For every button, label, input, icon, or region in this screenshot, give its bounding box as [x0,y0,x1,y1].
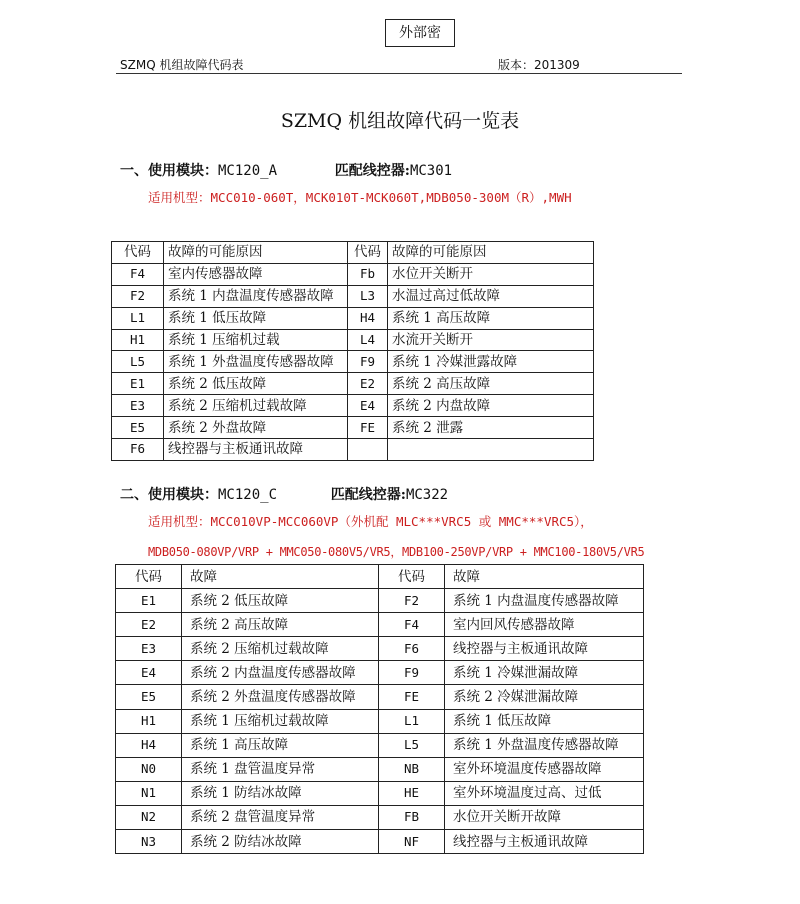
table-header-cell: 代码 [348,242,388,264]
fault-description-cell: 系统 2 高压故障 [182,613,379,637]
section2-applicable-line1 [148,512,593,530]
fault-description-cell: 系统 2 泄露 [388,417,594,439]
confidentiality-stamp: 外部密 [385,19,455,47]
fault-description-cell: 系统 1 外盘温度传感器故障 [164,351,348,373]
fault-table-1 [111,241,594,461]
fault-description-cell: 系统 1 盘管温度异常 [182,757,379,781]
fault-description-cell: 系统 1 压缩机过载故障 [182,709,379,733]
fault-code-cell: L1 [379,709,445,733]
section1-controller-label: 匹配线控器: [334,163,410,179]
fault-code-cell: H1 [116,709,182,733]
fault-description-cell: 水流开关断开 [388,329,594,351]
fault-code-cell: F9 [348,351,388,373]
table-row [112,417,594,439]
section2-applicable-label: 适用机型： [148,514,211,529]
fault-code-cell: L5 [379,733,445,757]
table-row [116,830,644,854]
fault-description-cell: 系统 1 低压故障 [445,709,644,733]
table-row [116,733,644,757]
fault-description-cell: 室内回风传感器故障 [445,613,644,637]
fault-description-cell: 系统 1 内盘温度传感器故障 [164,285,348,307]
fault-description-cell: 线控器与主板通讯故障 [445,637,644,661]
table-header-cell: 故障的可能原因 [388,242,594,264]
table-row [112,373,594,395]
fault-code-cell: E4 [116,661,182,685]
fault-code-cell: E3 [116,637,182,661]
fault-code-cell: E5 [116,685,182,709]
fault-description-cell: 水位开关断开 [388,263,594,285]
section2-controller: MC322 [405,487,449,503]
fault-description-cell: 水温过高过低故障 [388,285,594,307]
header-document-name: SZMQ 机组故障代码表 [120,58,244,72]
table-header-cell: 代码 [116,565,182,589]
table-header-cell: 故障 [182,565,379,589]
fault-table-2 [115,564,644,854]
fault-description-cell: 系统 1 低压故障 [164,307,348,329]
fault-description-cell: 系统 2 冷媒泄漏故障 [445,685,644,709]
table-header-row [112,242,594,264]
fault-description-cell: 系统 2 低压故障 [182,589,379,613]
fault-code-cell: F2 [379,589,445,613]
table-header-row [116,565,644,589]
fault-code-cell: E4 [348,395,388,417]
table-row [116,757,644,781]
section1-module: MC120_A [218,163,278,179]
section1-controller: MC301 [409,163,453,179]
fault-code-cell: E5 [112,417,164,439]
fault-description-cell: 系统 2 压缩机过载故障 [164,395,348,417]
fault-description-cell: 水位开关断开故障 [445,805,644,829]
fault-description-cell: 系统 2 外盘温度传感器故障 [182,685,379,709]
table-row [112,263,594,285]
table-header-cell: 代码 [112,242,164,264]
fault-description-cell: 系统 1 高压故障 [388,307,594,329]
fault-code-cell: E1 [112,373,164,395]
fault-code-cell: E2 [116,613,182,637]
fault-description-cell: 线控器与主板通讯故障 [445,830,644,854]
fault-code-cell: N2 [116,805,182,829]
section2-applicable-models-1: MCC010VP-MCC060VP（外机配 MLC***VRC5 或 MMC***VRC5）， [210,514,593,529]
fault-description-cell: 室内传感器故障 [164,263,348,285]
fault-description-cell: 系统 2 内盘故障 [388,395,594,417]
fault-description-cell: 系统 1 高压故障 [182,733,379,757]
fault-code-cell: E1 [116,589,182,613]
table-row [116,709,644,733]
fault-code-cell: NB [379,757,445,781]
section2-prefix: 二、使用模块： [120,487,218,503]
section1-prefix: 一、使用模块： [120,163,218,179]
fault-code-cell: N1 [116,781,182,805]
table-header-cell: 代码 [379,565,445,589]
fault-description-cell: 系统 2 防结冰故障 [182,830,379,854]
section1-applicable [148,188,572,206]
table-row [116,781,644,805]
fault-code-cell: H4 [348,307,388,329]
fault-code-cell: E2 [348,373,388,395]
table-header-cell: 故障的可能原因 [164,242,348,264]
section2-controller-label: 匹配线控器: [330,487,406,503]
section1-applicable-models: MCC010-060T，MCK010T-MCK060T,MDB050-300M（R）,MWH [210,190,572,205]
table-row [112,439,594,461]
table-row [112,285,594,307]
table-row [116,589,644,613]
table-row [116,805,644,829]
fault-description-cell: 系统 1 内盘温度传感器故障 [445,589,644,613]
table-row [116,613,644,637]
fault-code-cell: L5 [112,351,164,373]
fault-code-cell: FE [348,417,388,439]
section1-applicable-label: 适用机型： [148,190,211,205]
fault-code-cell: L4 [348,329,388,351]
fault-code-cell [348,439,388,461]
fault-code-cell: FE [379,685,445,709]
fault-code-cell: L1 [112,307,164,329]
header-divider [116,73,682,74]
fault-description-cell: 线控器与主板通讯故障 [164,439,348,461]
fault-description-cell: 系统 1 压缩机过载 [164,329,348,351]
fault-code-cell: E3 [112,395,164,417]
fault-code-cell: H4 [116,733,182,757]
fault-description-cell: 系统 2 内盘温度传感器故障 [182,661,379,685]
fault-code-cell: NF [379,830,445,854]
fault-code-cell: F4 [379,613,445,637]
fault-code-cell: F6 [379,637,445,661]
section2-module: MC120_C [218,487,278,503]
fault-description-cell: 系统 2 外盘故障 [164,417,348,439]
fault-description-cell: 室外环境温度过高、过低 [445,781,644,805]
fault-description-cell [388,439,594,461]
section1-heading [120,160,452,180]
fault-code-cell: N3 [116,830,182,854]
section2-applicable-line2: MDB050-080VP/VRP + MMC050-080V5/VR5，MDB100-250VP/VRP + MMC100-180V5/VR5 [148,545,645,559]
fault-description-cell: 系统 1 冷媒泄漏故障 [445,661,644,685]
fault-code-cell: Fb [348,263,388,285]
fault-code-cell: F4 [112,263,164,285]
table-header-cell: 故障 [445,565,644,589]
page-title: SZMQ 机组故障代码一览表 [280,110,520,132]
fault-code-cell: F9 [379,661,445,685]
fault-code-cell: N0 [116,757,182,781]
table-row [112,351,594,373]
table-row [116,637,644,661]
fault-description-cell: 系统 2 低压故障 [164,373,348,395]
table-row [116,685,644,709]
table-row [116,661,644,685]
fault-description-cell: 系统 1 冷媒泄露故障 [388,351,594,373]
fault-code-cell: F6 [112,439,164,461]
table-row [112,307,594,329]
fault-description-cell: 系统 2 盘管温度异常 [182,805,379,829]
fault-code-cell: L3 [348,285,388,307]
fault-description-cell: 系统 1 外盘温度传感器故障 [445,733,644,757]
table-row [112,329,594,351]
fault-description-cell: 系统 2 高压故障 [388,373,594,395]
header-version: 版本：201309 [498,58,580,72]
fault-code-cell: F2 [112,285,164,307]
fault-code-cell: H1 [112,329,164,351]
section2-heading [120,484,448,504]
fault-description-cell: 系统 1 防结冰故障 [182,781,379,805]
table-row [112,395,594,417]
fault-code-cell: FB [379,805,445,829]
fault-description-cell: 系统 2 压缩机过载故障 [182,637,379,661]
fault-description-cell: 室外环境温度传感器故障 [445,757,644,781]
fault-code-cell: HE [379,781,445,805]
